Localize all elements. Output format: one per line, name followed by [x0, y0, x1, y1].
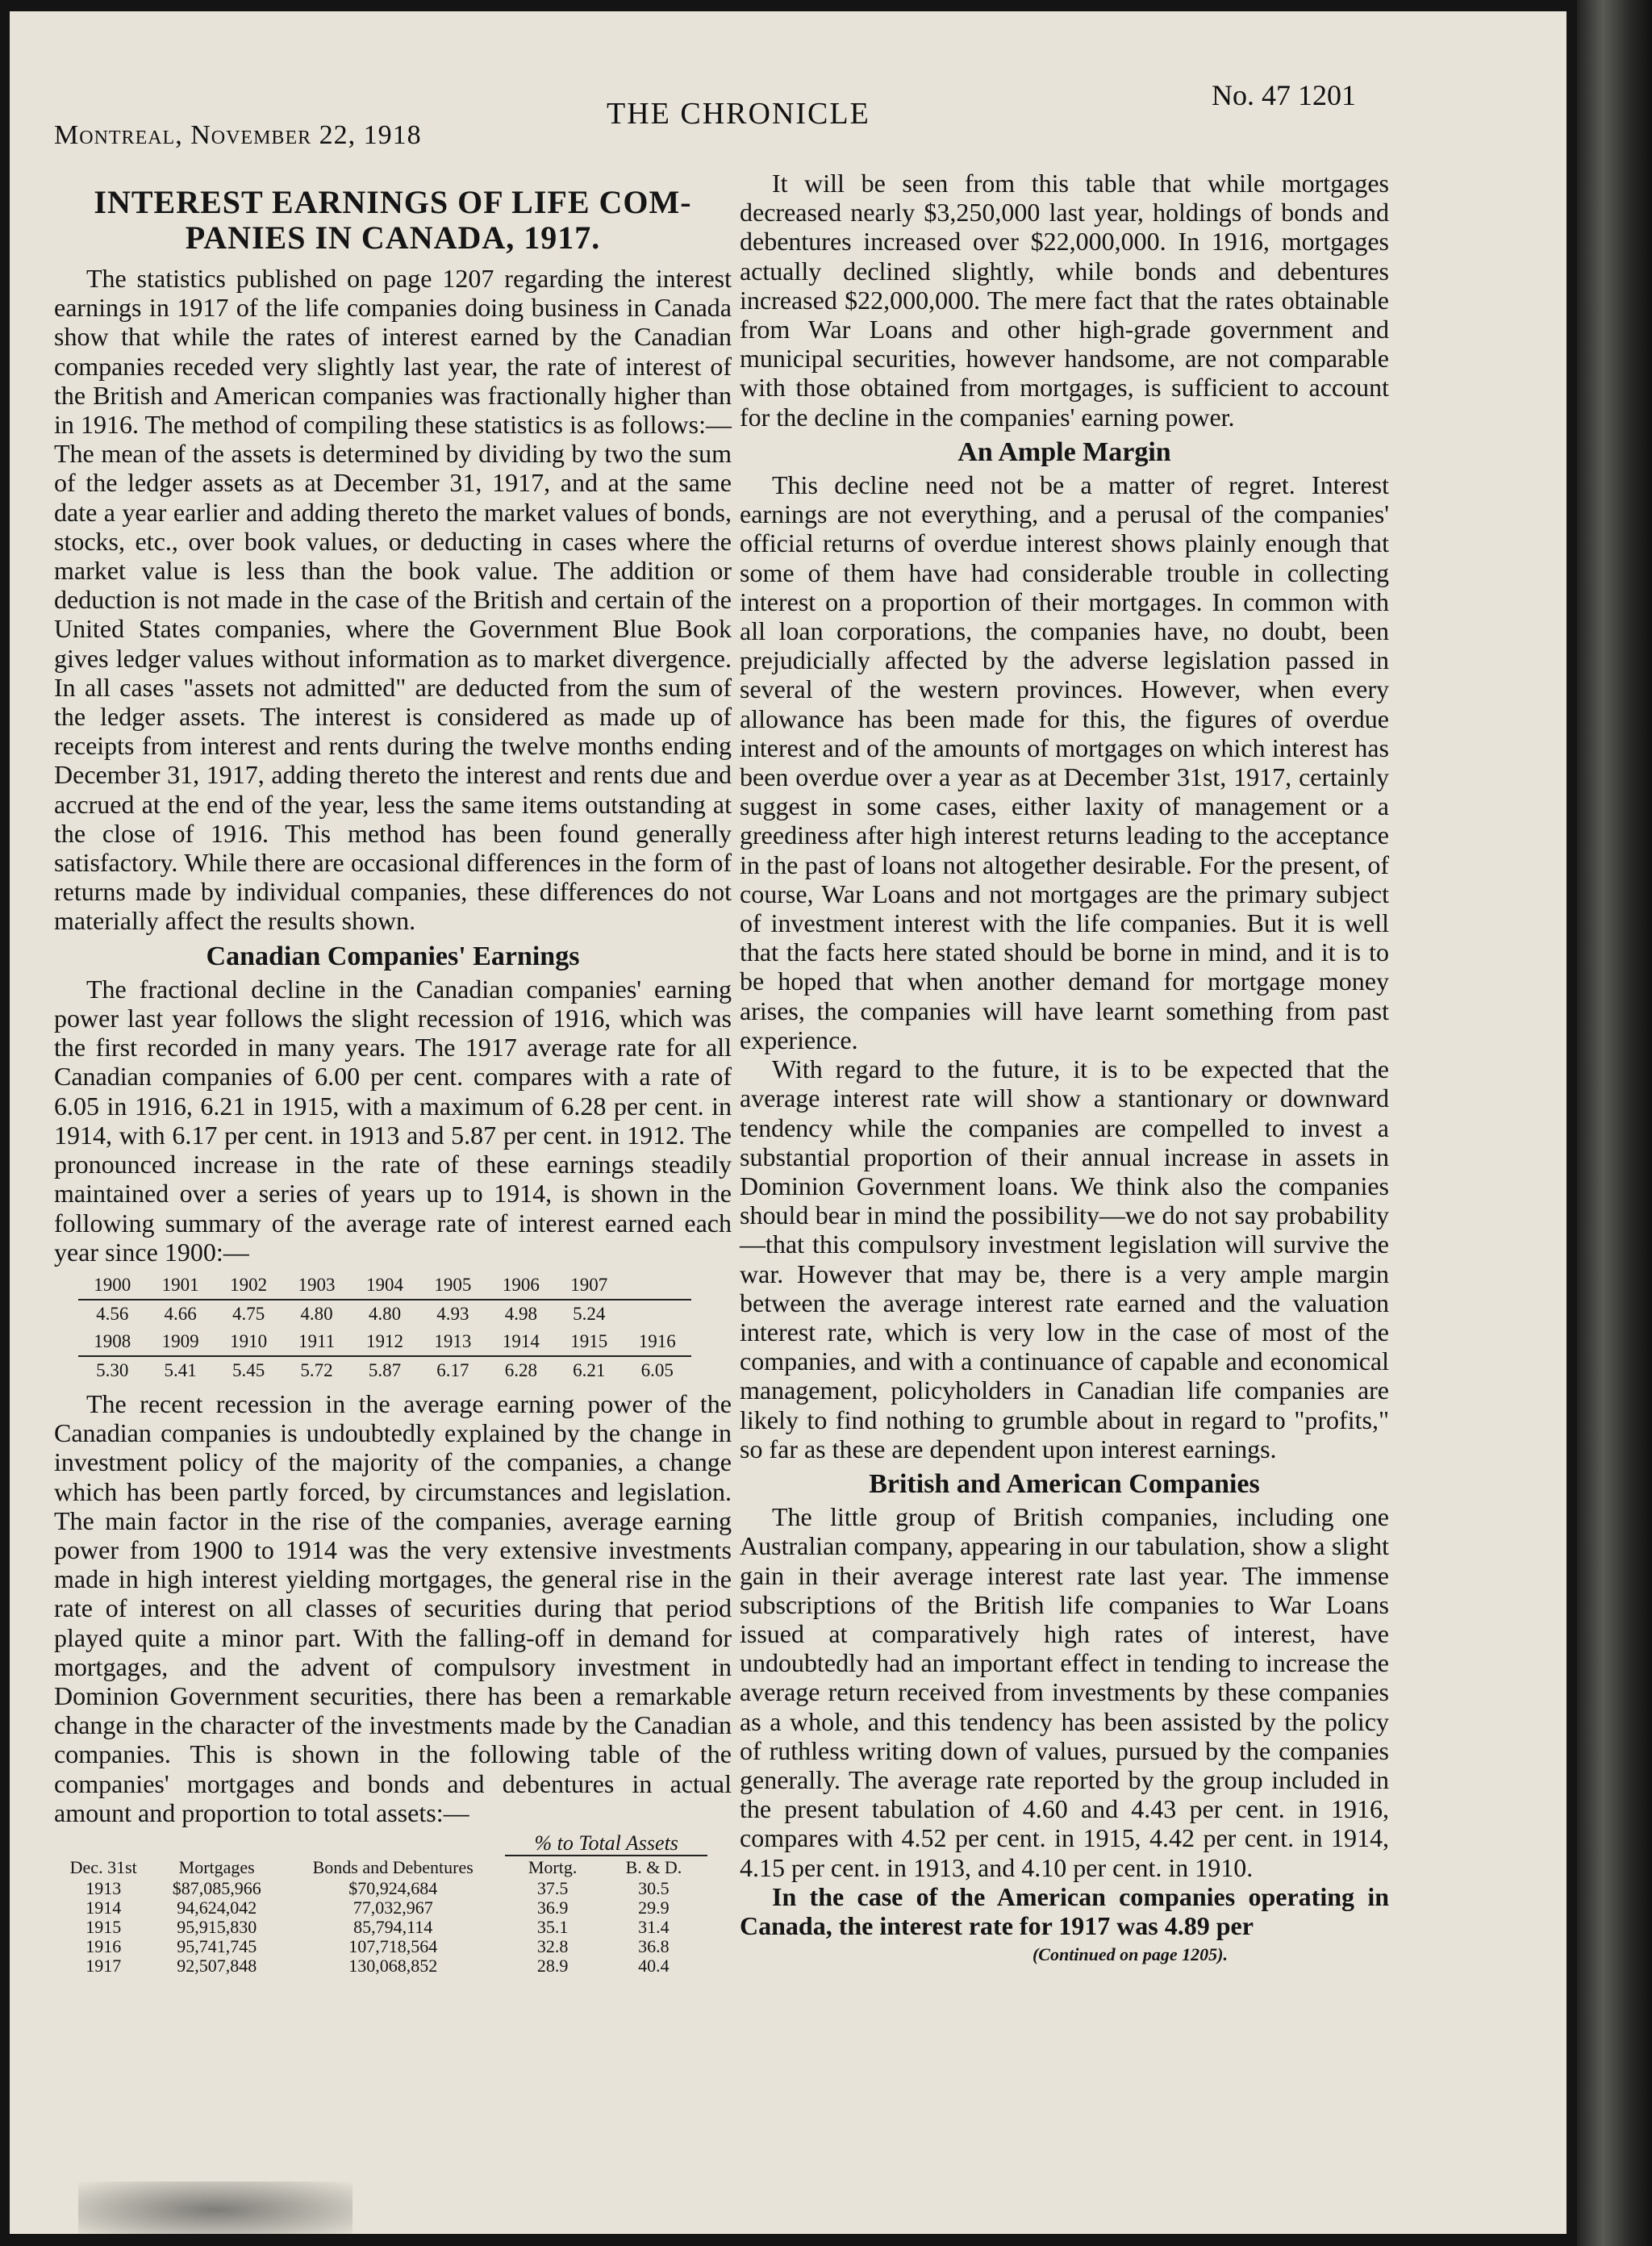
assets-header-row-1	[54, 1832, 707, 1856]
ample-margin-paragraph-1: This decline need not be a matter of regret. Interest earnings are not everything, and a perusal of the companies' official returns of overdue interest shows plainly enough that some of them have had considerable trouble in collecting interest on a proportion of their mortgages. In common with all loan corporations, the companies have, no doubt, been prejudicially affected by the adverse legislation passed in several of the western provinces. However, when every allowance has been made for this, the figures of overdue interest and of the amounts of mortgages on which interest has been overdue over a year as at December 31st, 1917, certainly suggest in some cases, either laxity of management or a greediness after high interest returns leading to the acceptance in the past of loans not altogether desirable. For the present, of course, War Loans and not mortgages are the primary subject of investment interest with the life companies. But it is well that the facts here stated should be borne in mind, and it is to be hoped that when another demand for mortgage money arises, the companies will have learnt something from past experience.	[740, 470, 1389, 1054]
ample-margin-paragraph-2: With regard to the future, it is to be expected that the average interest rate will show a stantionary or downward tendency while the companies are compelled to invest a substantial proportion of their annual increase in assets in Dominion Government loans. We think also the companies should bear in mind the possibility—we do not say probability—that this compulsory investment legislation will survive the war. However that may be, there is a very ample margin between the average interest rate earned and the valuation interest rate, which is very low in the case of most of the companies, and with a continuance of capable and economical management, policyholders in Canadian life companies are likely to find nothing to grumble about in regard to "profits," so far as these are dependent upon interest earnings.	[740, 1054, 1389, 1463]
rates-year: 1905	[419, 1271, 486, 1300]
rates-value: 5.24	[573, 1303, 606, 1324]
table-row	[54, 1937, 707, 1956]
assets-mortgages: 95,915,830	[177, 1916, 257, 1937]
article-title: INTEREST EARNINGS OF LIFE COM-PANIES IN CANADA, 1917.	[94, 184, 692, 256]
continued-note: (Continued on page 1205).	[1032, 1944, 1228, 1965]
british-american-paragraph-1: The little group of British companies, including one Australian company, appearing in our tabulation, show a slight gain in their average interest rate last year. The immense subscriptions of the British life companies to War Loans issued at comparatively high rates of interest, have undoubtedly had an important effect in tending to increase the average return received from investments by these companies as a whole, and this tendency has been assisted by the policy of ruthless writing down of values, pursued by the companies generally. The average rate reported by the group included in the present tabulation of 4.60 and 4.43 per cent. in 1916, compares with 4.52 per cent. in 1915, 4.42 per cent. in 1914, 4.15 per cent. in 1913, and 4.10 per cent. in 1910.	[740, 1502, 1389, 1882]
rates-year: 1907	[555, 1271, 623, 1300]
rates-year: 1915	[555, 1328, 623, 1356]
rates-value: 5.87	[368, 1359, 402, 1380]
assets-year: 1917	[86, 1955, 122, 1976]
rates-value: 5.41	[164, 1359, 197, 1380]
ink-smudge	[78, 2181, 353, 2234]
rates-year: 1906	[487, 1271, 555, 1300]
assets-mortg-pct: 32.8	[536, 1935, 569, 1956]
header-publication-title: THE CHRONICLE	[607, 97, 870, 131]
intro-paragraph: The statistics published on page 1207 regarding the interest earnings in 1917 of the life companies doing business in Canada show that while the rates of interest earned by the Canadian companies receded very slightly last year, the rate of interest of the British and American companies was fractionally higher than in 1916. The method of compiling these statistics is as follows:—The mean of the assets is determined by dividing by two the sum of the ledger assets as at December 31, 1917, and at the same date a year earlier and adding thereto the market values of bonds, stocks, etc., over book values, or deducting in cases where the market value is less than the book value. The addition or deduction is not made in the case of the British and certain of the United States companies, where the Government Blue Book gives ledger values without information as to market divergence. In all cases "assets not admitted" are deducted from the sum of the ledger assets. The interest is considered as made up of receipts from interest and rents during the twelve months ending December 31, 1917, adding thereto the interest and rents due and accrued at the end of the year, less the same items outstanding at the close of 1916. This method has been found generally satisfactory. While there are occasional differences in the form of returns made by individual companies, these differences do not materially affect the results shown.	[54, 264, 732, 936]
rates-value: 4.80	[368, 1303, 402, 1324]
header-issue-page: No. 47 1201	[1212, 79, 1356, 111]
table-row	[54, 1918, 707, 1937]
rates-values-row-2	[78, 1356, 691, 1384]
binding-edge	[1577, 0, 1652, 2246]
rates-year: 1901	[146, 1271, 214, 1300]
section-heading-canadian: Canadian Companies' Earnings	[206, 941, 580, 971]
rates-value: 6.21	[573, 1359, 606, 1380]
assets-year: 1915	[86, 1916, 122, 1937]
rates-year: 1910	[215, 1328, 282, 1356]
left-column	[54, 185, 732, 1976]
assets-bd-pct: 29.9	[638, 1897, 670, 1918]
assets-bonds: 107,718,564	[348, 1935, 438, 1956]
assets-header-bonds: Bonds and Debentures	[312, 1856, 473, 1877]
rates-year: 1912	[351, 1328, 419, 1356]
table-row	[54, 1879, 707, 1898]
canadian-paragraph-1: The fractional decline in the Canadian companies' earning power last year follows the slight recession of 1916, which was the first recorded in many years. The 1917 average rate for all Canadian companies of 6.00 per cent. compares with a rate of 6.05 in 1916, 6.21 in 1915, with a maximum of 6.28 per cent. in 1914, with 6.17 per cent. in 1913 and 5.87 per cent. in 1912. The pronounced increase in the rate of these earnings steadily maintained over a series of years up to 1914, is shown in the following summary of the average rate of interest earned each year since 1900:—	[54, 974, 732, 1267]
rates-value: 4.93	[436, 1303, 469, 1324]
rates-value: 6.28	[504, 1359, 537, 1380]
rates-value: 4.98	[504, 1303, 537, 1324]
rates-year: 1913	[419, 1328, 486, 1356]
assets-mortgages: 92,507,848	[177, 1955, 257, 1976]
assets-mortgages: $87,085,966	[172, 1877, 261, 1898]
assets-mortg-pct: 36.9	[536, 1897, 569, 1918]
header-dateline: Montreal, November 22, 1918	[54, 120, 422, 150]
rates-value: 6.17	[436, 1359, 469, 1380]
assets-header-bd: B. & D.	[625, 1856, 682, 1877]
right-column	[740, 169, 1389, 1969]
section-heading-ample-margin: An Ample Margin	[957, 436, 1171, 467]
assets-bd-pct: 40.4	[638, 1955, 670, 1976]
rates-year: 1902	[215, 1271, 282, 1300]
assets-mortg-pct: 37.5	[536, 1877, 569, 1898]
assets-mortgages: 95,741,745	[177, 1935, 257, 1956]
table-row	[54, 1898, 707, 1918]
assets-mortg-pct: 35.1	[536, 1916, 569, 1937]
assets-bonds: 77,032,967	[353, 1897, 433, 1918]
assets-mortgages: 94,624,042	[177, 1897, 257, 1918]
canadian-paragraph-2: The recent recession in the average earning power of the Canadian companies is undoubtedly explained by the change in investment policy of the majority of the companies, a change which has been partly forced, by circumstances and legislation. The main factor in the rise of the companies, average earning power from 1900 to 1914 was the very extensive investments made in high interest yielding mortgages, the general rise in the rate of interest on all classes of securities during that period played quite a minor part. With the falling-off in demand for mortgages, and the advent of compulsory investment in Dominion Government securities, there has been a remarkable change in the character of the investments made by the Canadian companies. This is shown in the following table of the companies' mortgages and bonds and debentures in actual amount and proportion to total assets:—	[54, 1388, 732, 1827]
assets-bonds: 85,794,114	[353, 1916, 433, 1937]
assets-header-pct-group: % to Total Assets	[505, 1832, 707, 1856]
assets-year: 1914	[86, 1897, 122, 1918]
rates-values-row-1	[78, 1300, 691, 1328]
assets-bonds: 130,068,852	[348, 1955, 438, 1976]
assets-header-dec: Dec. 31st	[69, 1856, 137, 1877]
assets-year: 1916	[86, 1935, 122, 1956]
rates-value: 5.72	[300, 1359, 333, 1380]
rates-value: 4.66	[164, 1303, 197, 1324]
rates-years-row-2	[78, 1328, 691, 1356]
rates-value: 5.30	[96, 1359, 129, 1380]
assets-bonds: $70,924,684	[348, 1877, 438, 1898]
rates-value: 4.80	[300, 1303, 333, 1324]
assets-bd-pct: 30.5	[638, 1877, 670, 1898]
rates-year: 1914	[487, 1328, 555, 1356]
rates-value: 5.45	[232, 1359, 265, 1380]
rates-value: 6.05	[640, 1359, 674, 1380]
rates-year: 1916	[624, 1328, 692, 1356]
assets-header-mortg: Mortg.	[528, 1856, 578, 1877]
assets-mortg-pct: 28.9	[536, 1955, 569, 1976]
rates-year: 1911	[282, 1328, 350, 1356]
rates-year: 1903	[282, 1271, 350, 1300]
assets-bd-pct: 36.8	[638, 1935, 670, 1956]
assets-header-mortgages: Mortgages	[178, 1856, 255, 1877]
british-american-paragraph-2: In the case of the American companies operating in Canada, the interest rate for 1917 was 4.89 per	[740, 1881, 1389, 1940]
page-header	[54, 72, 1377, 150]
table-row	[54, 1956, 707, 1976]
rates-year: 1909	[146, 1328, 214, 1356]
rates-years-row-1	[78, 1271, 691, 1300]
assets-year: 1913	[86, 1877, 122, 1898]
rates-year: 1900	[78, 1271, 146, 1300]
assets-bd-pct: 31.4	[638, 1916, 670, 1937]
rates-value: 4.75	[232, 1303, 265, 1324]
right-paragraph-1: It will be seen from this table that while mortgages decreased nearly $3,250,000 last year, holdings of bonds and debentures increased over $22,000,000. In 1916, mortgages actually declined slightly, while bonds and debentures increased $22,000,000. The mere fact that the rates obtainable from War Loans and other high-grade government and municipal securities, however handsome, are not comparable with those obtained from mortgages, is sufficient to account for the decline in the companies' earning power.	[740, 169, 1389, 432]
interest-rates-table	[78, 1271, 691, 1384]
rates-year: 1908	[78, 1328, 146, 1356]
newspaper-page	[10, 11, 1566, 2234]
section-heading-british-american: British and American Companies	[869, 1468, 1260, 1499]
rates-value: 4.56	[96, 1303, 129, 1324]
rates-year: 1904	[351, 1271, 419, 1300]
assets-table	[54, 1832, 707, 1976]
